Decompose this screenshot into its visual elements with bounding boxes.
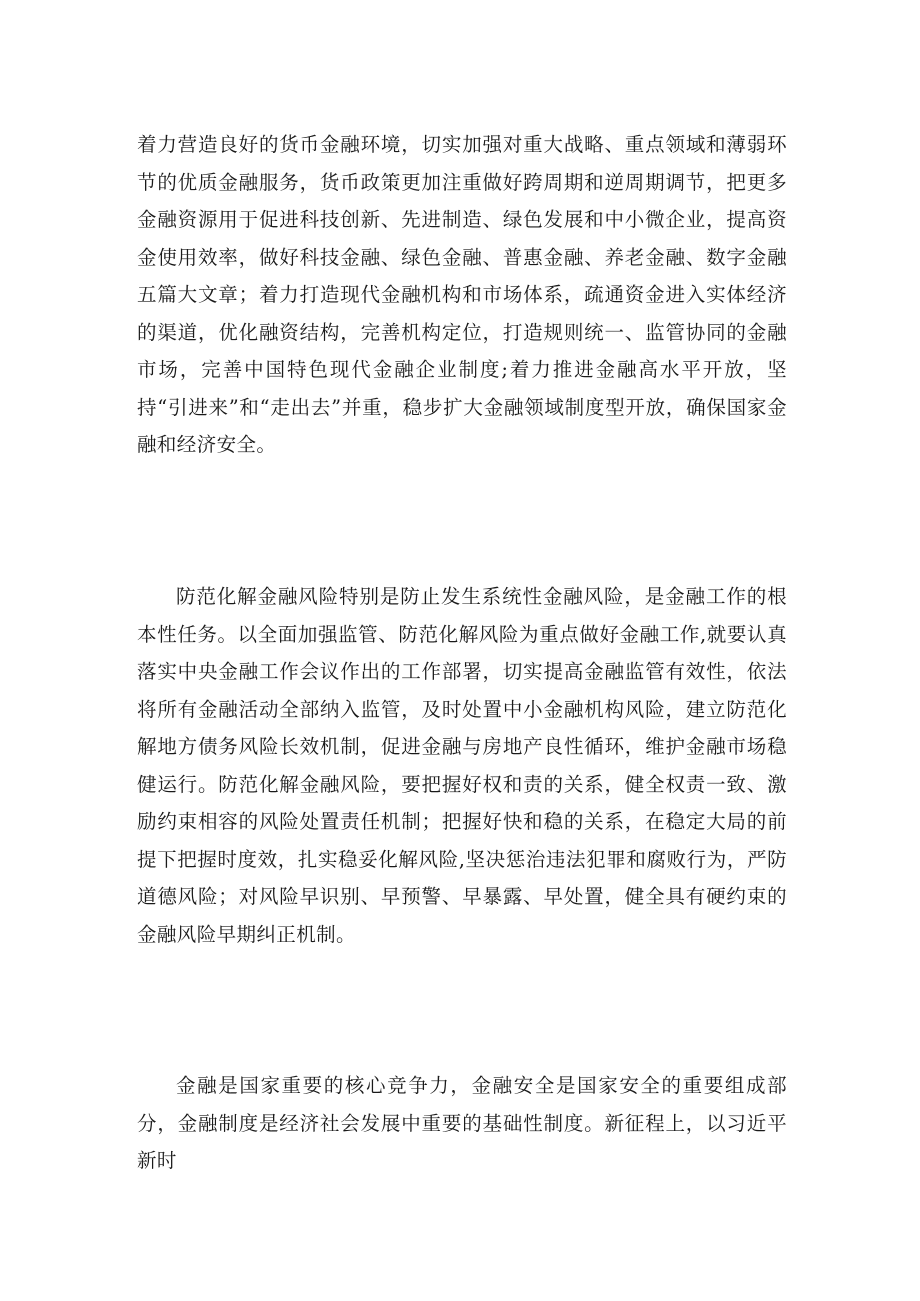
paragraph-financial-security: 金融是国家重要的核心竞争力，金融安全是国家安全的重要组成部分，金融制度是经济社会发展中重要的基础性制度。新征程上，以习近平新时 [137, 1074, 787, 1172]
paragraph-financial-risk: 防范化解金融风险特别是防止发生系统性金融风险，是金融工作的根本性任务。以全面加强监管、防范化解风险为重点做好金融工作,就要认真落实中央金融工作会议作出的工作部署，切实提高金融监管有效性，依法将所有金融活动全部纳入监管，及时处置中小金融机构风险，建立防范化解地方债务风险长效机制，促进金融与房地产良性循环，维护金融市场稳健运行。防范化解金融风险，要把握好权和责的关系，健全权责一致、激励约束相容的风险处置责任机制；把握好快和稳的关系，在稳定大局的前提下把握时度效，扎实稳妥化解风险,坚决惩治违法犯罪和腐败行为，严防道德风险；对风险早识别、早预警、早暴露、早处置，健全具有硬约束的金融风险早期纠正机制。 [137, 585, 787, 946]
paragraph-monetary-environment: 着力营造良好的货币金融环境，切实加强对重大战略、重点领域和薄弱环节的优质金融服务，货币政策更加注重做好跨周期和逆周期调节，把更多金融资源用于促进科技创新、先进制造、绿色发展和中小微企业，提高资金使用效率，做好科技金融、绿色金融、普惠金融、养老金融、数字金融五篇大文章；着力打造现代金融机构和市场体系，疏通资金进入实体经济的渠道，优化融资结构，完善机构定位，打造规则统一、监管协同的金融市场，完善中国特色现代金融企业制度;着力推进金融高水平开放，坚持“引进来”和“走出去”并重，稳步扩大金融领域制度型开放，确保国家金融和经济安全。 [137, 133, 787, 456]
